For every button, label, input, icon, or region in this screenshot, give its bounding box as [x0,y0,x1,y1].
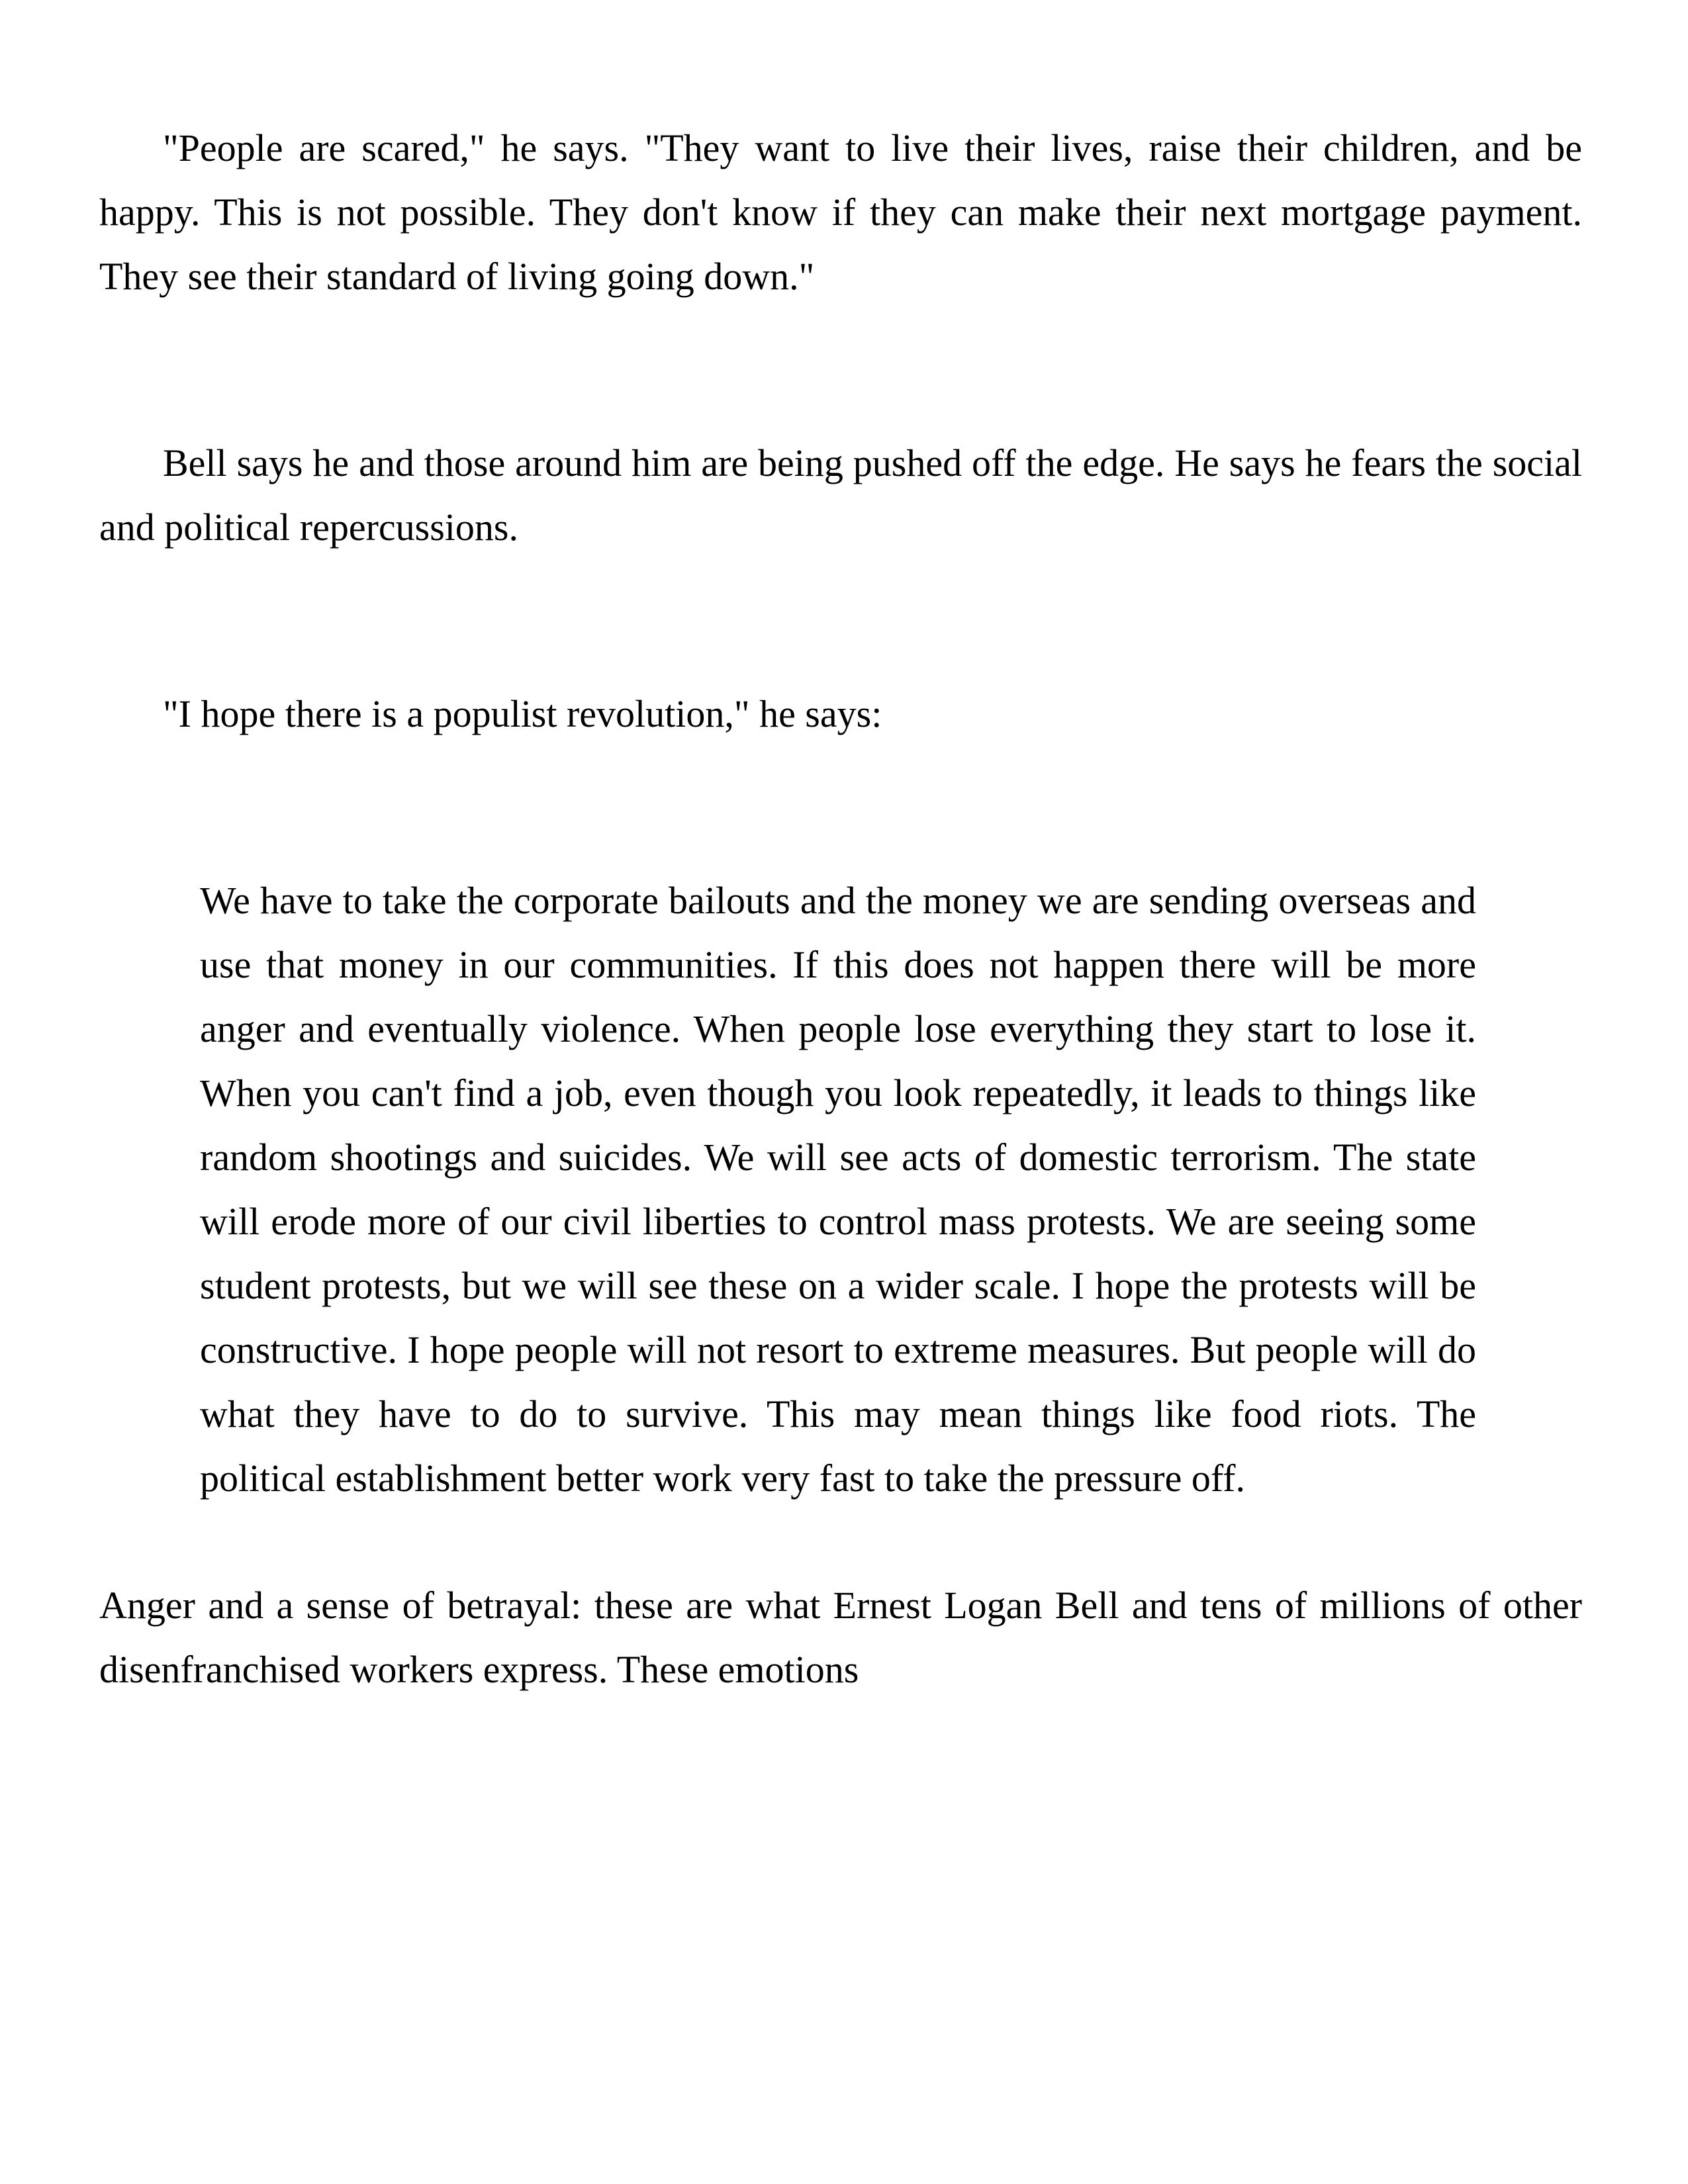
paragraph-people-are-scared: "People are scared," he says. "They want to live their lives, raise their children, and be happy. This is not possible. They don't know if they can make their next mortgage payment. They see their standard of living going down." [99,126,1582,298]
paragraph-populist-revolution: "I hope there is a populist revolution," he says: [163,692,882,735]
block-quote-corporate-bailouts: We have to take the corporate bailouts and the money we are sending overseas and use that money in our communities. If this does not happen there will be more anger and eventually violence. When people lose everything they start to lose it. When you can't find a job, even though you look repeatedly, it leads to things like random shootings and suicides. We will see acts of domestic terrorism. The state will erode more of our civil liberties to control mass protests. We are seeing some student protests, but we will see these on a wider scale. I hope the protests will be constructive. I hope people will not resort to extreme measures. But people will do what they have to do to survive. This may mean things like food riots. The political establishment better work very fast to take the pressure off. [200,879,1476,1500]
paragraph-bell-pushed-off-edge: Bell says he and those around him are being pushed off the edge. He says he fears the social and political repercussions. [99,441,1582,549]
paragraph-anger-and-betrayal: Anger and a sense of betrayal: these are what Ernest Logan Bell and tens of millions of other disenfranchised workers express. These emotions [99,1584,1582,1691]
